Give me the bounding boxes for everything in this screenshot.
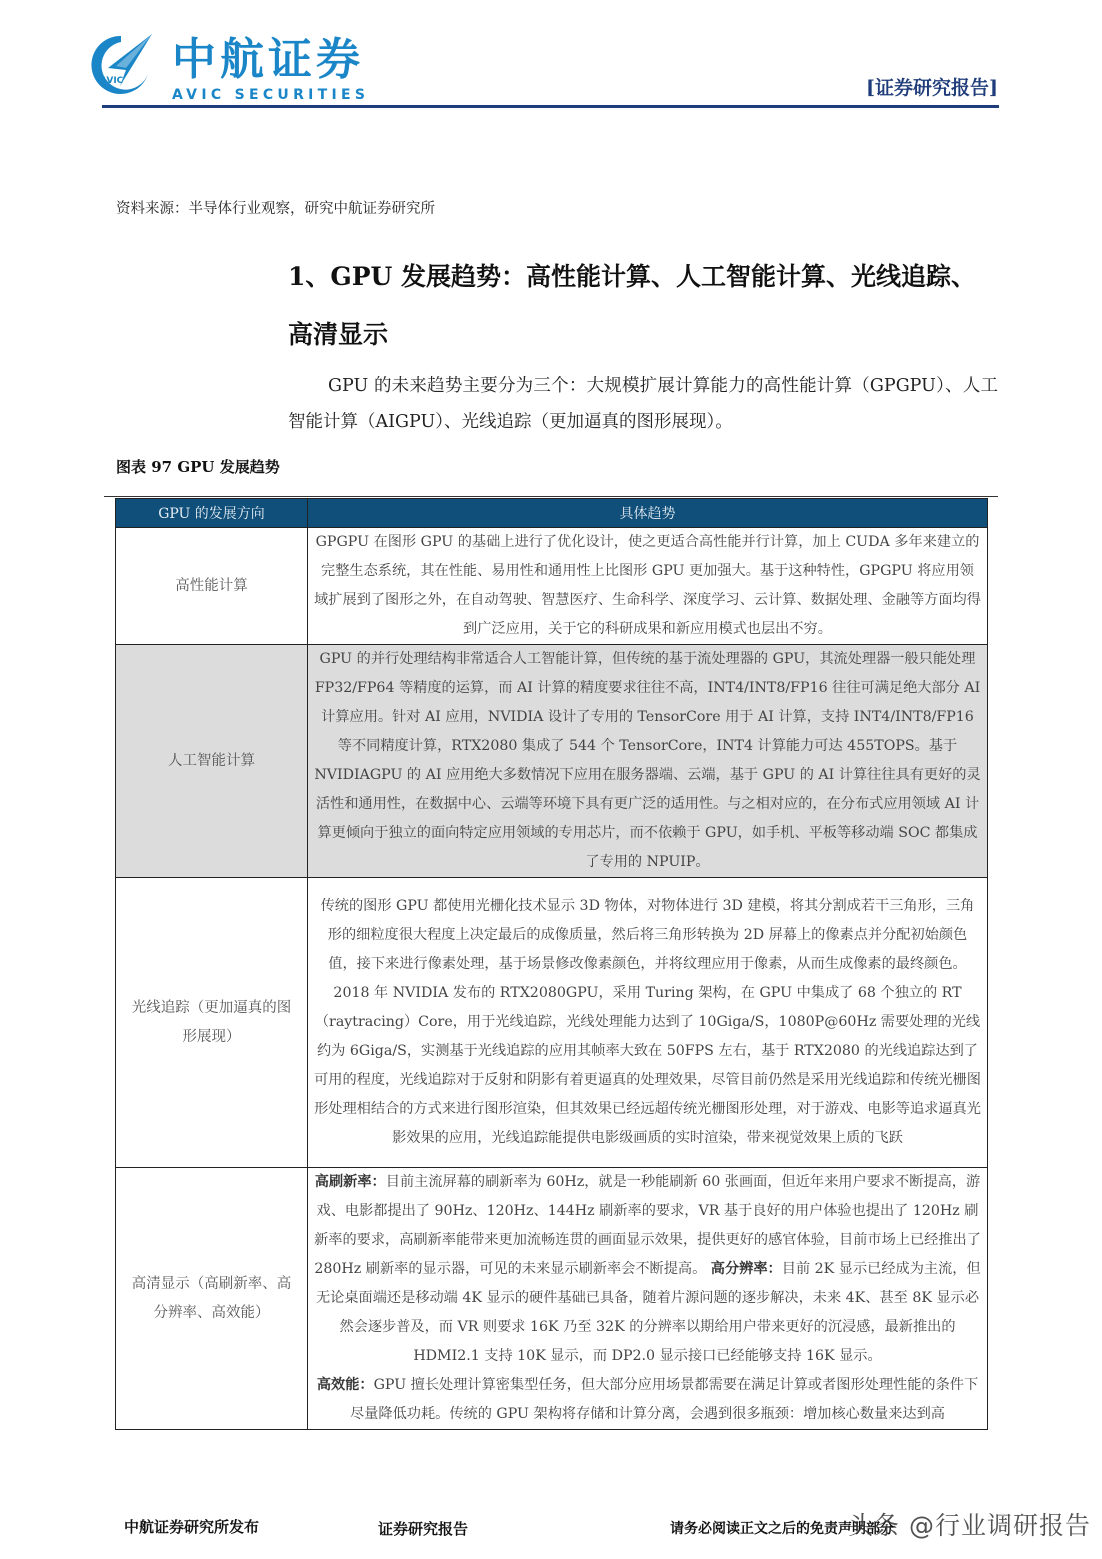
page-header [0, 0, 1102, 110]
direction-cell: 高性能计算 [116, 528, 308, 645]
figure-divider [104, 496, 998, 497]
header-divider [102, 105, 999, 108]
direction-cell: 光线追踪（更加逼真的图形展现） [116, 878, 308, 1168]
trend-cell: GPU 的并行处理结构非常适合人工智能计算，但传统的基于流处理器的 GPU，其流处理器一般只能处理 FP32/FP64 等精度的运算，而 AI 计算的精度要求往往不高，INT4/INT8/FP16 往往可满足绝大部分 AI 计算应用。针对 AI 应用，NVIDIA 设计了专用的 TensorCore 用于 AI 计算，支持 INT4/INT8/FP16 等不同精度计算，RTX2080 集成了 544 个 TensorCore，INT4 计算能力可达 455TOPS。基于 NVIDIAGPU 的 AI 应用绝大多数情况下应用在服务器端、云端，基于 GPU 的 AI 计算往往具有更好的灵活性和通用性，在数据中心、云端等环境下具有更广泛的适用性。与之相对应的，在分布式应用领域 AI 计算更倾向于独立的面向特定应用领域的专用芯片，而不依赖于 GPU，如手机、平板等移动端 SOC 都集成了专用的 NPUIP。 [308, 645, 988, 878]
lead-efficiency: 高效能： [316, 1377, 374, 1393]
trend-cell [308, 1168, 988, 1430]
direction-cell: 人工智能计算 [116, 645, 308, 878]
brand-name-cn: 中航证券 [172, 34, 364, 85]
table-row [116, 1168, 988, 1430]
direction-cell: 高清显示（高刷新率、高分辨率、高效能） [116, 1168, 308, 1430]
footer-report-type: 证券研究报告 [378, 1520, 469, 1538]
footer-publisher: 中航证券研究所发布 [124, 1518, 260, 1536]
table-header-row [116, 499, 988, 528]
footer-disclaimer: 请务必阅读正文之后的免责声明部分 [670, 1521, 894, 1537]
page-footer [0, 1510, 1102, 1550]
table-row [116, 645, 988, 878]
source-note: 资料来源：半导体行业观察，研究中航证券研究所 [116, 201, 435, 217]
text-refresh-rate: 目前主流屏幕的刷新率为 60Hz，就是一秒能刷新 60 张画面，但近年来用户要求不断提高，游戏、电影都提出了 90Hz、120Hz、144Hz 刷新率的要求，VR 基于良好的用户体验也提出了 120Hz 刷新率的要求，高刷新率能带来更加流畅连贯的画面显示效果，提供更好的感官体验，目前市场上已经推出了 280Hz 刷新率的显示器，可见的未来显示刷新率会不断提高。 [314, 1174, 981, 1277]
lead-resolution: 高分辨率： [710, 1261, 782, 1277]
brand-name-en: AVIC SECURITIES [172, 87, 370, 103]
column-header-trend: 具体趋势 [308, 499, 988, 528]
table-row [116, 528, 988, 645]
report-type-tag: [证券研究报告] [866, 77, 998, 99]
gpu-trend-table [115, 498, 988, 1430]
trend-cell: GPGPU 在图形 GPU 的基础上进行了优化设计，使之更适合高性能并行计算，加上 CUDA 多年来建立的完整生态系统，其在性能、易用性和通用性上比图形 GPU 更加强大。基于这种特性，GPGPU 将应用领域扩展到了图形之外，在自动驾驶、智慧医疗、生命科学、深度学习、云计算、数据处理、金融等方面均得到广泛应用，关于它的科研成果和新应用模式也层出不穷。 [308, 528, 988, 645]
logo-badge-text: AVIC [100, 76, 124, 86]
text-efficiency: GPU 擅长处理计算密集型任务，但大部分应用场景都需要在满足计算或者图形处理性能的条件下尽量降低功耗。传统的 GPU 架构将存储和计算分离，会遇到很多瓶颈：增加核心数量来达到高 [350, 1377, 979, 1422]
avic-logo-icon [86, 30, 156, 100]
text-resolution: 目前 2K 显示已经成为主流，但无论桌面端还是移动端 4K 显示的硬件基础已具备，随着片源问题的逐步解决，未来 4K、甚至 8K 显示必然会逐步普及，而 VR 则要求 16K 乃至 32K 的分辨率以期给用户带来更好的沉浸感，最新推出的 HDMI2.1 支持 10K 显示，而 DP2.0 显示接口已经能够支持 16K 显示。 [315, 1261, 981, 1364]
table-row [116, 878, 988, 1168]
watermark: 头条 @行业调研报告 [848, 1511, 1091, 1540]
trend-cell: 传统的图形 GPU 都使用光栅化技术显示 3D 物体，对物体进行 3D 建模，将其分割成若干三角形，三角形的细粒度很大程度上决定最后的成像质量，然后将三角形转换为 2D 屏幕上的像素点并分配初始颜色值，接下来进行像素处理，基于场景修改像素颜色，并将纹理应用于像素，从而生成像素的最终颜色。2018 年 NVIDIA 发布的 RTX2080GPU，采用 Turing 架构，在 GPU 中集成了 68 个独立的 RT（raytracing）Core，用于光线追踪，光线处理能力达到了 10Giga/S，1080P@60Hz 需要处理的光线约为 6Giga/S，实测基于光线追踪的应用其帧率大致在 50FPS 左右，基于 RTX2080 的光线追踪达到了可用的程度，光线追踪对于反射和阴影有着更逼真的处理效果，尽管目前仍然是采用光线追踪和传统光栅图形处理相结合的方式来进行图形渲染，但其效果已经远超传统光栅图形处理，对于游戏、电影等追求逼真光影效果的应用，光线追踪能提供电影级画质的实时渲染，带来视觉效果上质的飞跃 [308, 878, 988, 1168]
column-header-direction: GPU 的发展方向 [116, 499, 308, 528]
figure-title: 图表 97 GPU 发展趋势 [116, 458, 280, 476]
lead-refresh-rate: 高刷新率： [314, 1174, 386, 1190]
section-title: 1、GPU 发展趋势：高性能计算、人工智能计算、光线追踪、高清显示 [288, 262, 977, 349]
intro-paragraph: GPU 的未来趋势主要分为三个：大规模扩展计算能力的高性能计算（GPGPU）、人工智能计算（AIGPU）、光线追踪（更加逼真的图形展现）。 [288, 376, 998, 432]
